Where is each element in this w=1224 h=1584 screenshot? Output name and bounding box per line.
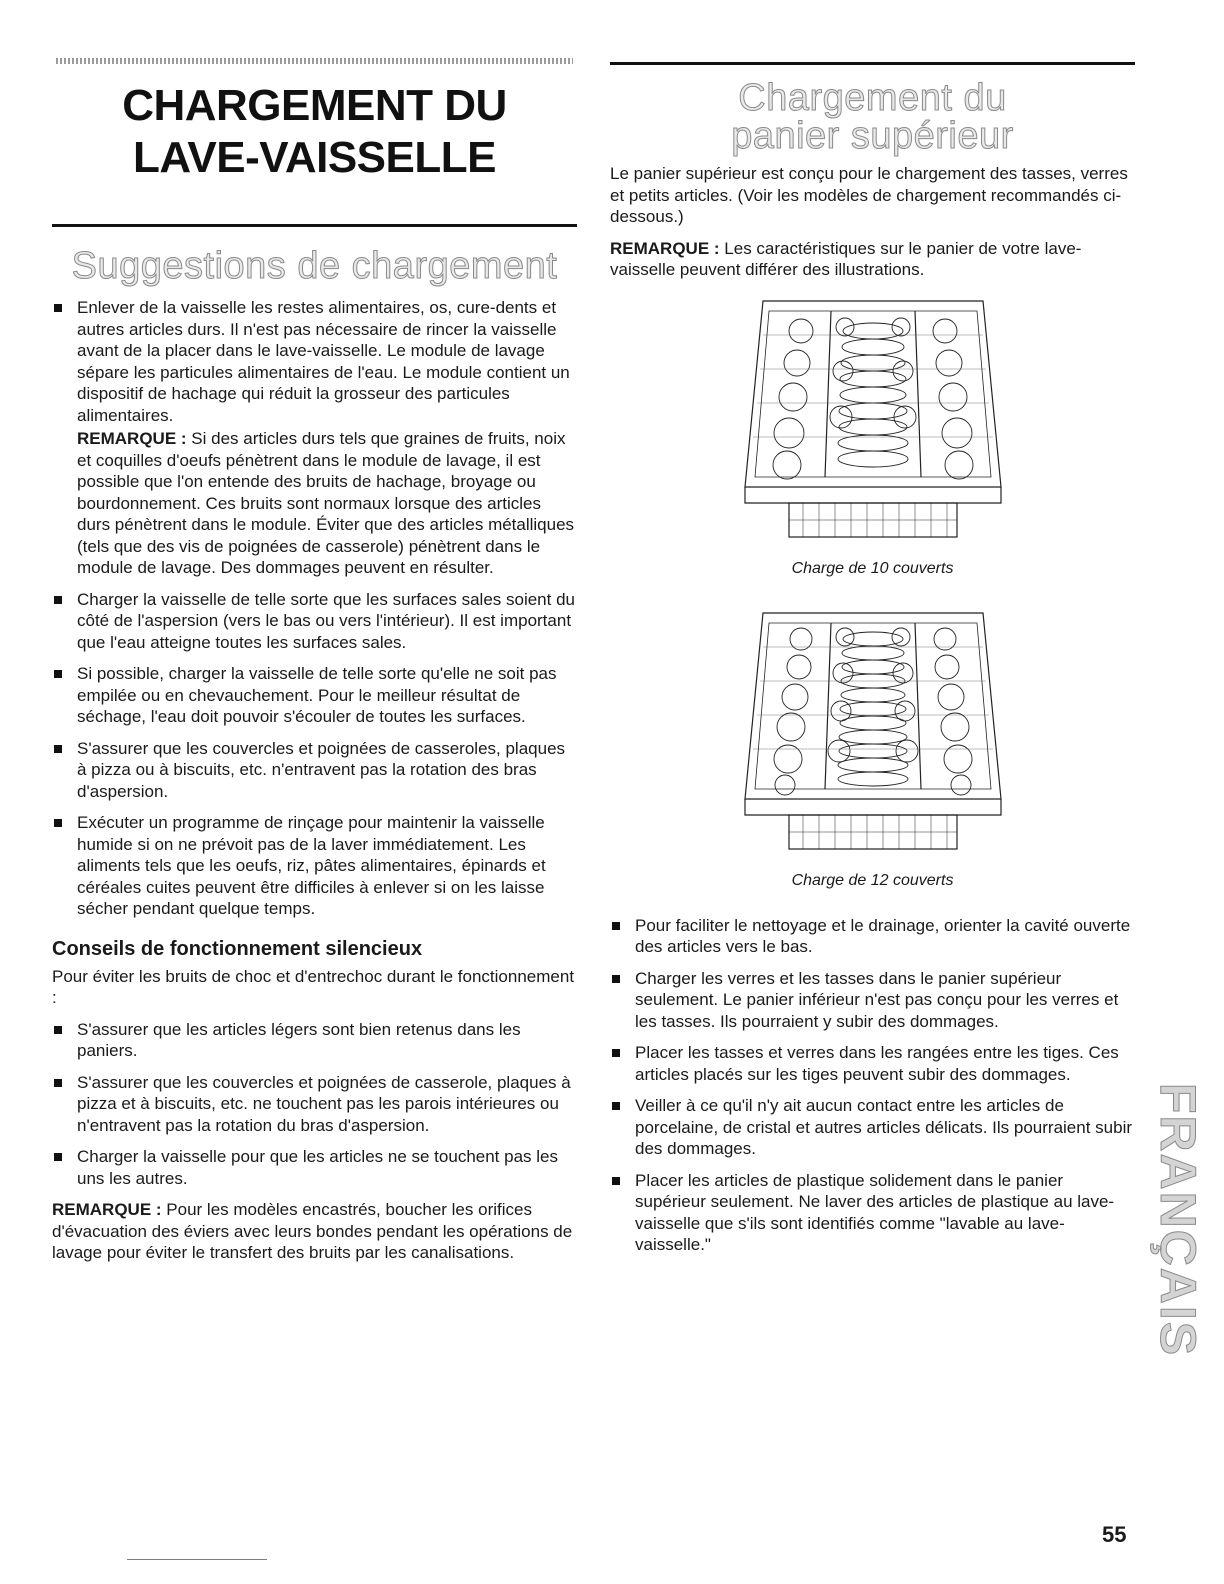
footer-rule (127, 1559, 267, 1560)
quiet-operation-list (52, 1019, 577, 1190)
list-item: Charger les verres et les tasses dans le panier supérieur seulement. Le panier inférieur n'est pas conçu pour les verres et les tasses. Ils pourraient y subir des dommages. (610, 968, 1135, 1033)
caption-12-place-settings: Charge de 12 couverts (791, 871, 954, 889)
figure-10-place-settings (610, 291, 1135, 579)
list-item (52, 297, 577, 579)
list-item-text: Enlever de la vaisselle les restes alimentaires, os, cure-dents et autres articles durs. Il n'est pas nécessaire de rincer la vaisselle avant de la placer dans le lave-vaisselle. Le module de lavage sépare les particules alimentaires de l'eau. Le module contient un dispositif de hachage qui réduit la grosseur des particules alimentaires. (77, 298, 570, 425)
list-item: S'assurer que les couvercles et poignées de casserole, plaques à pizza et à biscuits, etc. ne touchent pas les parois intérieures ou n'entravent pas la rotation du bras d'aspersion. (52, 1072, 577, 1137)
list-item: Pour faciliter le nettoyage et le drainage, orienter la cavité ouverte des articles vers le bas. (610, 915, 1135, 958)
quiet-operation-intro: Pour éviter les bruits de choc et d'entrechoc durant le fonctionnement : (52, 966, 575, 1007)
language-tab-label: FRANÇAIS (1150, 1082, 1206, 1358)
remark-label: REMARQUE : (52, 1200, 162, 1219)
section-title-upper-rack (610, 79, 1135, 155)
list-item: Veiller à ce qu'il n'y ait aucun contact entre les articles de porcelaine, de cristal et autres articles délicats. Ils pourraient subir des dommages. (610, 1095, 1135, 1160)
top-dotted-rule (56, 58, 573, 64)
remark-text: Si des articles durs tels que graines de fruits, noix et coquilles d'oeufs pénètrent dans le module de lavage, il est possible que l'on entende des bruits de hachage, broyage ou bourdonnement. Ces bruits sont normaux lorsque des articles durs pénètrent dans le module. Éviter que des articles métalliques (tels que des vis de poignées de casserole) pénètrent dans le module de lavage. Des dommages peuvent en résulter. (77, 429, 575, 577)
main-title-line2: LAVE-VAISSELLE (133, 133, 496, 182)
language-tab (1138, 1082, 1218, 1358)
remark-text: Pour les modèles encastrés, boucher les orifices d'évacuation des éviers avec leurs bondes pendant les opérations de lavage pour éviter le transfert des bruits par les canalisations. (52, 1200, 573, 1262)
suggestions-list (52, 297, 577, 920)
right-column (610, 62, 1135, 1266)
rack-illustration-12 (733, 603, 1013, 865)
list-item: S'assurer que les couvercles et poignées de casseroles, plaques à pizza ou à biscuits, etc. n'entravent pas la rotation des bras d'aspersion. (52, 738, 577, 803)
remark-built-in (52, 1199, 577, 1264)
section-title-line2: panier supérieur (731, 115, 1014, 157)
list-item: Charger la vaisselle pour que les articles ne se touchent pas les uns les autres. (52, 1146, 577, 1189)
list-item: S'assurer que les articles légers sont bien retenus dans les paniers. (52, 1019, 577, 1062)
rack-illustration-10 (733, 291, 1013, 553)
section-title-suggestions: Suggestions de chargement (71, 245, 558, 287)
quiet-operation-heading: Conseils de fonctionnement silencieux (52, 937, 423, 960)
section-rule-left (52, 224, 577, 227)
list-item: Placer les articles de plastique solidement dans le panier supérieur seulement. Ne laver des articles de plastique au lave-vaisselle que s'ils sont identifiés comme "lavable au lave-vaisselle." (610, 1170, 1135, 1256)
upper-rack-intro: Le panier supérieur est conçu pour le chargement des tasses, verres et petits articles. (Voir les modèles de chargement recommandés ci-dessous.) (610, 164, 1128, 226)
list-item: Charger la vaisselle de telle sorte que les surfaces sales soient du côté de l'aspersion (vers le bas ou vers l'intérieur). Il est important que l'eau atteigne toutes les surfaces sales. (52, 589, 577, 654)
remark-text: Les caractéristiques sur le panier de votre lave-vaisselle peuvent différer des illustrations. (610, 238, 1082, 279)
main-title-line1: CHARGEMENT DU (122, 81, 507, 130)
remark-rack-features (610, 238, 1135, 281)
remark-label: REMARQUE : (610, 238, 720, 258)
main-title (52, 80, 577, 184)
figure-12-place-settings (610, 603, 1135, 891)
remark-hard-items (77, 428, 577, 579)
remark-label: REMARQUE : (77, 429, 187, 448)
upper-rack-list (610, 915, 1135, 1256)
page-number: 55 (1102, 1522, 1127, 1547)
caption-10-place-settings: Charge de 10 couverts (791, 559, 954, 577)
list-item: Si possible, charger la vaisselle de telle sorte qu'elle ne soit pas empilée ou en chevauchement. Pour le meilleur résultat de séchage, l'eau doit pouvoir s'écouler de toutes les surfaces. (52, 663, 577, 728)
section-rule-right (610, 62, 1135, 65)
section-title-line1: Chargement du (738, 77, 1007, 119)
list-item: Placer les tasses et verres dans les rangées entre les tiges. Ces articles placés sur les tiges peuvent subir des dommages. (610, 1042, 1135, 1085)
left-column (52, 58, 577, 1274)
list-item: Exécuter un programme de rinçage pour maintenir la vaisselle humide si on ne prévoit pas de la laver immédiatement. Les aliments tels que les oeufs, riz, pâtes alimentaires, épinards et céréales cuites peuvent être difficiles à enlever si on les laisse sécher pendant quelque temps. (52, 812, 577, 920)
